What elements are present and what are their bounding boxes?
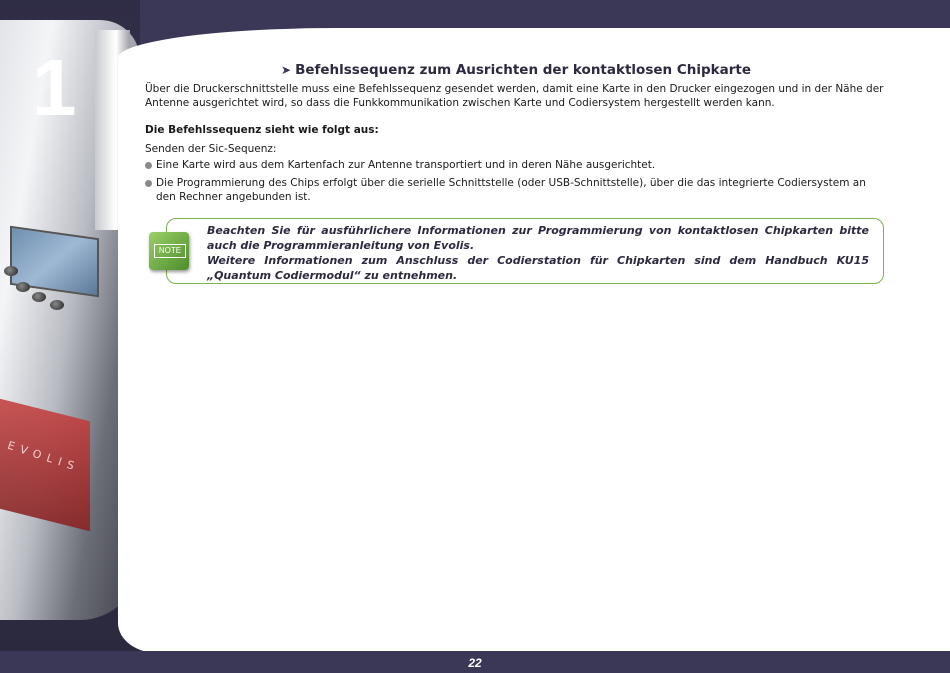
chapter-number: 1 (32, 43, 77, 132)
intro-paragraph: Über die Druckerschnittstelle muss eine Befehlssequenz gesendet werden, damit eine Karte in den Drucker eingezogen und in der Nähe der Antenne ausgerichtet wird, so dass die Funkkommunikation zwischen Karte und Codiersystem hergestellt werden kann. (145, 83, 884, 109)
section-content (145, 62, 887, 208)
section-title: Befehlssequenz zum Ausrichten der kontaktlosen Chipkarte (295, 62, 751, 78)
note-line-programming: Beachten Sie für ausführlichere Informationen zur Programmierung von kontaktlosen Chipkarten bitte auch die Programmieranleitung von Evolis. (207, 224, 869, 252)
list-item-text: Die Programmierung des Chips erfolgt über die serielle Schnittstelle (oder USB-Schnittstelle), über die das integrierte Codiersystem an den Rechner angebunden ist. (156, 177, 866, 203)
page-number: 22 (468, 656, 482, 670)
printer-button (50, 300, 64, 310)
bullet-icon (145, 162, 152, 169)
note-icon (149, 232, 189, 270)
arrow-icon: ➤ (281, 63, 292, 77)
section-heading (145, 62, 887, 78)
printer-button (32, 292, 46, 302)
list-item (145, 158, 887, 172)
sequence-lead: Senden der Sic-Sequenz: (145, 143, 277, 155)
list-item (145, 176, 887, 204)
note-text (207, 223, 869, 283)
sequence-list (145, 158, 887, 204)
note-icon-label: NOTE (154, 244, 186, 258)
printer-button (4, 266, 18, 276)
sequence-subheading: Die Befehlssequenz sieht wie folgt aus: (145, 124, 379, 136)
list-item-text: Eine Karte wird aus dem Kartenfach zur Antenne transportiert und in deren Nähe ausgerichtet. (156, 159, 656, 171)
printer-logo: EVOLIS (5, 438, 82, 475)
note-line-encoder: Weitere Informationen zum Anschluss der Codierstation für Chipkarten sind dem Handbuch KU15 „Quantum Codiermodul“ zu entnehmen. (207, 254, 869, 282)
printer-button (16, 282, 30, 292)
bullet-icon (145, 180, 152, 187)
